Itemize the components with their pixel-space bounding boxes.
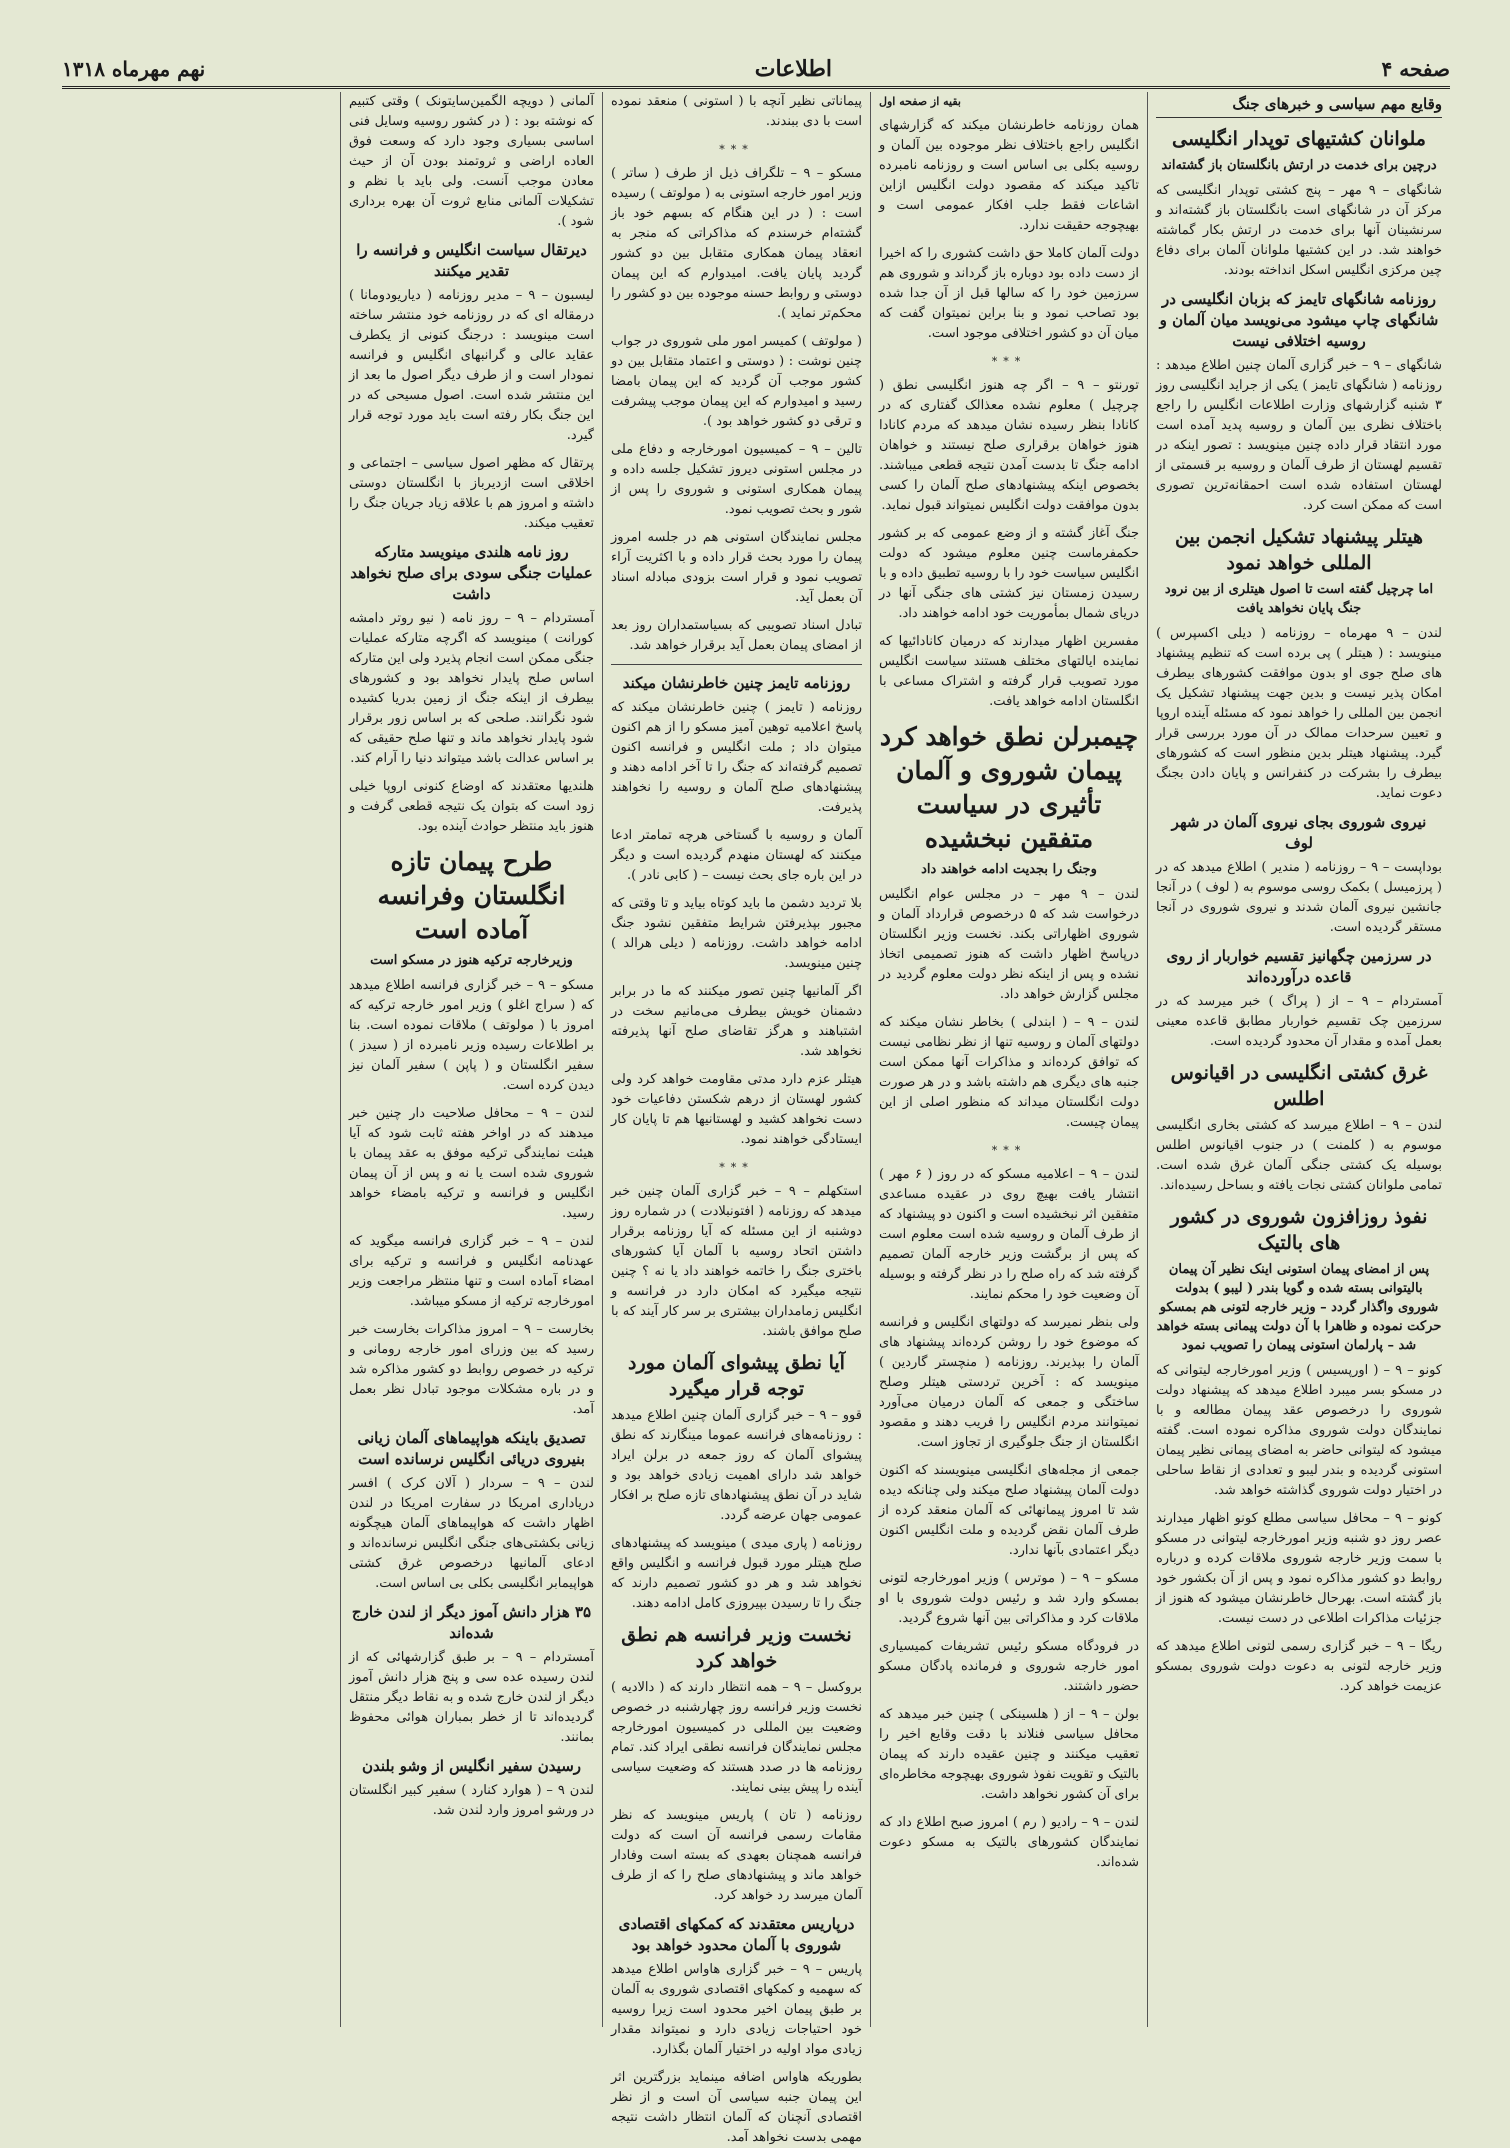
section-title: وقایع مهم سیاسی و خبرهای جنگ (1156, 94, 1442, 118)
headline-shanghai-times: روزنامه شانگهای تایمز که بزبان انگلیسی در شانگهای چاپ میشود می‌نویسد میان آلمان و روسیه اختلافی نیست (1159, 290, 1439, 350)
article-c2-2: دولت آلمان کاملا حق داشت کشوری را که اخیرا از دست داده بود دوباره باز گرداند و شوروی هم سرزمین خود را که سالها قبل از آن جدا شده بود تصاحب نمود و بنا براین نمیتوان گفت که میان آن دو کشور اختلافی موجود است. (879, 246, 1139, 341)
article-c3-1: پیماناتی نظیر آنچه با ( استونی ) منعقد نموده است با دی ببندند. (611, 94, 862, 129)
article-c4-1: آلمانی ( دویچه الگمین‌سایتونک ) وقتی کتبیم که نوشته بود : ( در کشور روسیه وسایل فنی اساسی بسیاری وجود دارد که وسعت فوق العاده اراضی و ثروتمند بودن آن از حیث معادن موجب آنست. ولی باید با نظم و تشکیلات آلمانی منابع ثروت آن بهره برداری شود ). (349, 94, 594, 229)
article-c3-11: هیتلر عزم دارد مدتی مقاومت خواهد کرد ولی کشور لهستان از درهم شکستن دفاعیات خود دست نخواهد کشید و لهستانیها هم تا پایان کار ایستادگی خواهند نمود. (611, 1072, 862, 1147)
article-c4-3: پرتقال که مظهر اصول سیاسی – اجتماعی و اخلاقی است ازدیرباز با انگلستان دوستی داشته و امروز هم با علاقه زیاد جریان جنگ را تعقیب میکند. (349, 456, 594, 531)
headline-chamberlain: چیمبرلن نطق خواهد کرد پیمان شوروی و آلمان تأثیری در سیاست متفقین نبخشیده (879, 722, 1139, 853)
article-hitler-conference: لندن – ۹ مهرماه – روزنامه ( دیلی اکسپرس ) مینویسد : ( هیتلر ) پی برده است که تنظیم پیشنهاد های صلح جوی او بدون موافقت کشورهای بیطرف امکان پذیر نیست و بدین جهت پیشنهاد تشکیل یک انجمن بین المللی را خواهد نمود که مسئله آینده اروپا و تعیین سرحدات ممالک در آن مورد بررسی قرار گیرد. پیشنهاد هیتلر بدین منظور است که کشورهای بیطرف را بشرکت در کنفرانس و پایان دادن بجنگ دعوت نماید. (1156, 626, 1442, 801)
article-c3-9: بلا تردید دشمن ما باید کوتاه بیاید و تا وقتی که مجبور بپذیرفتن شرایط متفقین نشود جنگ ادامه خواهد داشت. روزنامه ( دیلی هرالد ) چنین مینویسد. (611, 896, 862, 971)
article-c3-17: پاریس – ۹ – خبر گزاری هاواس اطلاع میدهد که سهمیه و کمکهای اقتصادی شوروی به آلمان بر طبق پیمان اخیر محدود است زیرا روسیه خود احتیاجات زیادی دارد و نمیتواند مقدار زیادی مواد اولیه در اختیار آلمان بگذارد. (611, 1962, 862, 2057)
separator: *** (719, 1161, 754, 1174)
article-c4-2: لیسبون – ۹ – مدیر روزنامه ( دیاریودومانا ) درمقاله ای که در روزنامه خود منتشر ساخته است مینویسد : درجنگ کنونی از یکطرف عقاید عالی و گرانبهای انگلیس و فرانسه نمودار است و از طرف دیگر اصول ما بعد از این منتشر شده است. اصول مسیحی که در این جنگ بکار رفته است باید مورد توجه قرار گیرد. (349, 288, 594, 443)
column-3 (602, 92, 870, 2145)
article-c3-10: اگر آلمانیها چنین تصور میکنند که ما در برابر دشمنان خویش بیطرف می‌مانیم سخت در اشتباهند و هرگز تقاضای صلح آنها پذیرفته نخواهد شد. (611, 984, 862, 1059)
headline-new-treaty: طرح پیمان تازه انگلستان وفرانسه آماده است (377, 847, 566, 944)
article-c3-6: تبادل اسناد تصویبی که بسیاستمداران روز بعد از امضای پیمان بعمل آید برقرار خواهد شد. (611, 618, 862, 653)
column-2 (870, 92, 1148, 2027)
article-c2-12: در فرودگاه مسکو رئیس تشریفات کمیسیاری امور خارجه شوروی و فرمانده پادگان مسکو حضور داشتند. (879, 1639, 1139, 1694)
headline-envoy: رسیدن سفیر انگلیس از وشو بلندن (361, 1757, 582, 1775)
article-c3-8: آلمان و روسیه با گستاخی هرچه تمامتر ادعا میکنند که لهستان منهدم گردیده است و دیگر در این باره جای بحث نیست – ( کابی نادر ). (611, 828, 862, 883)
headline-times-remarks: روزنامه تایمز چنین خاطرنشان میکند (622, 674, 851, 692)
article-c4-9: بخارست – ۹ – امروز مذاکرات بخارست خبر رسید که بین وزرای امور خارجه رومانی و ترکیه در خصوص روابط دو کشور مذاکره شد و در باره مشکلات موجود تبادل نظر بعمل آمد. (349, 1322, 595, 1417)
article-c2-9: ولی بنظر نمیرسد که دولتهای انگلیس و فرانسه که موضوع خود را روشن کرده‌اند پیشنهاد های آلمان را بپذیرند. روزنامه ( منچستر گاردین ) مینویسد که : آخرین تردستی هیتلر وصلح ساختگی و جمعی که آلمان درمیان می‌آورد نمیتوانند مردم انگلیس را فریب دهند و مقصود انگلستان از جنگ جلوگیری از تجاوز است. (879, 1315, 1139, 1450)
masthead (62, 52, 1450, 89)
headline-soviet-troops: نیروی شوروی بجای نیروی آلمان در شهر لوف (1171, 813, 1427, 852)
article-czech-rations: آمستردام – ۹ – از ( پراگ ) خبر میرسد که در سرزمین چک تقسیم خواربار مطابق قاعده معینی بعمل آمده و مقدار آن محدود گردیده است. (1156, 994, 1442, 1049)
article-baltic-3: ریگا – ۹ – خبر گزاری رسمی لتونی اطلاع میدهد که وزیر خارجه لتونی به دعوت دولت شوروی بمسکو عزیمت خواهد کرد. (1156, 1639, 1442, 1694)
headline-hitler-conference: هیتلر پیشنهاد تشکیل انجمن بین المللی خواهد نمود (1174, 526, 1424, 574)
article-ship-sunk: لندن – ۹ – اطلاع میرسد که کشتی بخاری انگلیسی موسوم به ( کلمنت ) در جنوب اقیانوس اطلس بوسیله یک کشتی جنگی آلمان غرق شده است. تمامی ملوانان کشتی نجات یافته و بساحل رسیده‌اند. (1156, 1118, 1442, 1193)
article-baltic-1: کونو – ۹ – ( اورپسیس ) وزیر امورخارجه لیتوانی که در مسکو بسر میبرد اطلاع میدهد که پیشنهاد دولت شوروی را درخصوص عقد پیمان مطالعه و با نمایندگان دولت شوروی مذاکره نموده است. گفته میشود که لیتوانی حاضر به امضای پیمانی نظیر پیمان استونی گردیده و بندر لیبو و تعدادی از نقاط ساحلی در اختیار دولت شوروی گذاشته خواهد شد. (1156, 1363, 1442, 1498)
article-c4-5: هلندیها معتقدند که اوضاع کنونی اروپا خیلی زود است که بتوان یک نتیجه قطعی گرفت و هنوز باید منتظر حوادث آینده بود. (349, 779, 594, 834)
article-c3-5: مجلس نمایندگان استونی هم در جلسه امروز پیمان را مورد بحث قرار داده و با اکثریت آراء تصویب نمود و قرار است بزودی مبادله اسناد آن بعمل آید. (611, 530, 862, 605)
headline-economic-aid: درپاریس معتقدند که کمکهای اقتصادی شوروی با آلمان محدود خواهد بود (618, 1915, 855, 1954)
article-c2-5: مفسرین اظهار میدارند که درمیان کانادائیها که نماینده ایالتهای مختلف هستند سیاست انگلیس مورد تصویب قرار گرفته و اشتراک مساعی با انگلستان ادامه خواهد یافت. (879, 634, 1139, 709)
article-c2-4: جنگ آغاز گشته و از وضع عمومی که بر کشور حکمفرماست چنین معلوم میشود که دولت انگلیس سیاست خود را با روسیه تطبیق داده و با رسیدن زمستان نیز کشتی های جنگی آنها در دریای شمال بمأموریت خود ادامه خواهند داد. (878, 526, 1139, 621)
headline-leader-speech: آیا نطق پیشوای آلمان مورد توجه قرار میگیرد (628, 1352, 845, 1400)
article-c4-8: لندن – ۹ – خبر گزاری فرانسه میگوید که عهدنامه انگلیس و فرانسه و ترکیه برای امضاء آماده است و تنها منتظر مراجعت وزیر امورخارجه ترکیه از مسکو میباشد. (349, 1234, 594, 1309)
article-c3-16: روزنامه ( تان ) پاریس مینویسد که نظر مقامات رسمی فرانسه آن است که دولت فرانسه همچنان بعهدی که بسته است وفادار خواهد ماند و پیشنهادهای صلح را که از طرف آلمان میرسد رد خواهد کرد. (611, 1808, 862, 1903)
separator: *** (719, 143, 754, 156)
article-c2-6: لندن – ۹ مهر – در مجلس عوام انگلیس درخواست شد که ۵ درخصوص قرارداد آلمان و شوروی اظهاراتی بکند. نخست وزیر انگلستان درپاسخ اظهار داشت که هنوز تصمیمی اتخاذ نشده و پس از اینکه نظر دولت معلوم گردید در مجلس گزارش خواهد داد. (879, 887, 1139, 1002)
article-c3-7: روزنامه ( تایمز ) چنین خاطرنشان میکند که پاسخ اعلامیه توهین آمیز مسکو را از هم اکنون میتوان داد ; ملت انگلیس و فرانسه اکنون تصمیم گرفته‌اند که جنگ را تا آخر ادامه دهند و پیشنهادهای صلح آلمان و روسیه را نخواهند پذیرفت. (611, 700, 862, 815)
article-c2-8: لندن – ۹ – اعلامیه مسکو که در روز ( ۶ مهر ) انتشار یافت بهیچ روی در عقیده مساعدی متفقین اثر نبخشیده است و اکنون دو پیشنهاد که از طرف آلمان و روسیه شده است معلوم است که پس از برگشت وزیر خارجه آلمان تصمیم گرفته شد که راه صلح را در نظر گرفته و بوسیله آن وضعیت خود را محکم نمایند. (879, 1167, 1139, 1302)
article-c2-10: جمعی از مجله‌های انگلیسی مینویسند که اکنون دولت آلمان پیشنهاد صلح میکند ولی چنانکه دیده شد تا امروز پیمانهائی که آلمان منعقد کرده از طرف آلمان نقض گردیده و ملت انگلیس اکنون دیگر اعتمادی بآنها ندارد. (879, 1463, 1139, 1558)
article-c2-11: مسکو – ۹ – ( موترس ) وزیر امورخارجه لتونی بمسکو وارد شد و رئیس دولت شوروی با او ملاقات کرد و مذاکراتی بین آنها شروع گردید. (879, 1571, 1139, 1626)
article-c3-4: تالین – ۹ – کمیسیون امورخارجه و دفاع ملی در مجلس استونی دیروز تشکیل جلسه داده و پیمان همکاری استونی و شوروی را پس از شور و بحث تصویب نمود. (611, 442, 863, 517)
article-c2-1: همان روزنامه خاطرنشان میکند که گزارشهای انگلیس راجع باختلاف نظر موجوده بین آلمان و روسیه بکلی بی اساس است و روزنامه نامبرده تاکید میکند که مقصود دولت انگلیس ازاین اشاعات فقط جلب افکار عمومی است و بهیچوجه حقیقت ندارد. (879, 118, 1139, 233)
article-c2-14: لندن – ۹ – رادیو ( رم ) امروز صبح اطلاع داد که نمایندگان کشورهای بالتیک به مسکو دعوت شده‌اند. (879, 1815, 1139, 1870)
article-c3-13: قوو – ۹ – خبر گزاری آلمان چنین اطلاع میدهد : روزنامه‌های فرانسه عموما مینگارند که نطق پیشوای آلمان که روز جمعه در برلن ایراد خواهد شد دارای اهمیت زیادی خواهد بود و شاید در آن نطق پیشنهادهای تازه صلح بر افکار عمومی جهان عرضه گردد. (611, 1408, 862, 1523)
subhead-sailors: درچین برای خدمت در ارتش بانگلستان باز گشته‌اند (1161, 158, 1437, 173)
article-c3-14: روزنامه ( پاری میدی ) مینویسد که پیشنهادهای صلح هیتلر مورد قبول فرانسه و انگلیس واقع نخواهد شد و هر دو کشور تصمیم دارند که جنگ را تا رسیدن بپیروزی کامل ادامه دهند. (611, 1536, 862, 1611)
page-number: صفحه ۴ (1381, 57, 1450, 81)
headline-dutch-paper: روز نامه هلندی مینویسد متارکه عملیات جنگی سودی برای صلح نخواهد داشت (350, 543, 593, 603)
headline-portugal: دیرتقال سیاست انگلیس و فرانسه را تقدیر میکنند (356, 241, 587, 280)
article-c3-18: بطوریکه هاواس اضافه مینماید بزرگترین اثر این پیمان جنبه سیاسی آن است و از نظر اقتصادی آنچنان که آلمان انتظار داشت نتیجه مهمی بدست نخواهد آمد. (611, 2070, 862, 2145)
article-c4-7: لندن – ۹ – محافل صلاحیت دار چنین خبر میدهند که در اواخر هفته ثابت شود که آیا هیئت نمایندگی ترکیه موفق به عقد پیمان با شوروی شده است یا نه و پس از آن پیمان انگلیس و فرانسه و ترکیه بامضاء خواهد رسید. (349, 1106, 594, 1221)
article-c4-11: آمستردام – ۹ – بر طبق گزارشهائی که از لندن رسیده عده سی و پنج هزار دانش آموز دیگر از لندن خارج شده و به نقاط دیگر منتقل گردیده‌اند تا از خطر بمباران هوائی محفوظ بمانند. (349, 1650, 595, 1745)
headline-french-pm: نخست وزیر فرانسه هم نطق خواهد کرد (621, 1624, 852, 1672)
article-c3-12: استکهلم – ۹ – خبر گزاری آلمان چنین خبر میدهد که روزنامه ( افتونبلادت ) در شماره روز دوشنبه از این مسئله که آیا روزنامه برقرار داشتن اتحاد روسیه با آلمان آیا کشورهای باختری جنگ را خاتمه خواهند داد یا نه ؟ چنین نتیجه میگیرد که امکان دارد در فرانسه و انگلیس زمامداران بیشتری بر سر کار آیند که با صلح موافق باشند. (611, 1184, 862, 1339)
subhead-new-treaty: وزیرخارجه ترکیه هنوز در مسکو است (370, 953, 573, 968)
separator: *** (991, 1144, 1027, 1157)
article-soviet-troops: بوداپست – ۹ – روزنامه ( مندیر ) اطلاع میدهد که در ( پرزمیسل ) بکمک روسی موسوم به ( لوف ) در آنجا جانشین نیروی آلمان شدند و نیروی شوروی در آنجا مستقر گردیده است. (1156, 860, 1442, 935)
article-c2-13: بولن – ۹ – از ( هلسینکی ) چنین خبر میدهد که محافل سیاسی فنلاند با دقت وقایع اخیر را تعقیب میکنند و چنین عقیده دارند که پیمان بالتیک و تقویت نفوذ شوروی بهیچوجه مخاطره‌ای برای آن کشور نخواهد داشت. (879, 1707, 1139, 1802)
headline-czech-rations: در سرزمین چگهانیز تقسیم خواربار از روی قاعده درآورده‌اند (1166, 947, 1432, 986)
headline-baltic: نفوذ روزافزون شوروی در کشور های بالتیک (1170, 1206, 1428, 1254)
article-c3-3: ( مولوتف ) کمیسر امور ملی شوروی در جواب چنین نوشت : ( دوستی و اعتماد متقابل بین دو کشور موجب آن گردید که این پیمان بامضا رسید و امیدوارم که این پیمان موجب پیشرفت و ترقی دو کشور خواهد بود ). (611, 334, 862, 429)
headline-german-planes: تصدیق باینکه هواپیماهای آلمان زیانی بنیروی دریائی انگلیس نرسانده است (357, 1429, 586, 1468)
article-c3-15: بروکسل – ۹ – همه انتظار دارند که ( دالادیه ) نخست وزیر فرانسه روز چهارشنبه در خصوص وضعیت بین المللی در کمیسیون امورخارجه مجلس نمایندگان فرانسه نطقی ایراد کند. تمام روزنامه ها در صدد هستند که وضعیت سیاسی آینده را پیش بینی نمایند. (611, 1680, 862, 1795)
article-sailors: شانگهای – ۹ مهر – پنج کشتی توپدار انگلیسی که مرکز آن در شانگهای است بانگلستان باز گشته‌اند و سرنشینان آنها برای خدمت در ارتش بکار گماشته خواهند شد. در این کشتیها ملوانان آلمان برای دفاع چین مرکزی انگلیس اسکل انداخته بودند. (1156, 183, 1442, 278)
headline-sailors: ملوانان کشتیهای توپدار انگلیسی (1171, 128, 1426, 150)
headline-ship-sunk: غرق کشتی انگلیسی در اقیانوس اطلس (1170, 1062, 1428, 1110)
subhead-baltic: پس از امضای پیمان استونی اینک نظیر آن پیمان بالیتوانی بسته شده و گویا بندر ( لیبو ) بدولت شوروی واگذار گردد – وزیر خارجه لتونی هم بمسکو حرکت نموده و ظاهرا با آن دولت پیمانی بسته خواهد شد – پارلمان استونی پیمان را تصویب نمود (1156, 1262, 1442, 1353)
headline-students: ۳۵ هزار دانش آموز دیگر از لندن خارج شده‌اند (351, 1603, 592, 1642)
article-c2-7: لندن – ۹ – ( ابندلی ) بخاطر نشان میکند که دولتهای آلمان و روسیه تنها از نظر نظامی نیست که توافق کرده‌اند و مذاکرات آنها ممکن است جنبه های دیگری هم داشته باشد و در هر صورت دولت انگلستان میداند که منظور اصلی از این پیمان چیست. (879, 1015, 1139, 1130)
article-c4-12: لندن ۹ – ( هوارد کنارد ) سفیر کبیر انگلستان در ورشو امروز وارد لندن شد. (349, 1783, 594, 1818)
issue-date: نهم مهرماه ۱۳۱۸ (62, 57, 206, 81)
subhead-chamberlain: وجنگ را بجدیت ادامه خواهند داد (921, 862, 1097, 877)
newspaper-title: اطلاعات (754, 56, 833, 82)
column-1 (1148, 92, 1450, 2027)
article-baltic-2: کونو – ۹ – محافل سیاسی مطلع کونو اظهار میدارند عصر روز دو شنبه وزیر امورخارجه لیتوانی در مسکو با سمت وزیر خارجه شوروی ملاقات کرده و درباره روابط دو کشور مذاکره نمود و پس از آن بکشور خود باز گشته است. بهرحال خاطرنشان میشود که هنوز از جزئیات مذاکرات اطلاعی در دست نیست. (1156, 1511, 1442, 1626)
article-c4-4: آمستردام – ۹ – روز نامه ( نیو روتر دامشه کورانت ) مینویسد که اگرچه متارکه عملیات جنگی ممکن است انجام پذیرد ولی این متارکه اساس صلح پایدار نخواهد بود و کشورهای بیطرف از اینکه جنگ از زمین بدریا کشیده شود نگرانند. صلحی که بر اساس زور برقرار شود پایدار نخواهد ماند و تنها صلح حقیقی که بر اساس عدالت باشد میتواند دنیا را آرام کند. (349, 611, 594, 766)
article-c3-2: مسکو – ۹ – تلگراف ذیل از طرف ( ساتر ) وزیر امور خارجه استونی به ( مولوتف ) رسیده است : ( در این هنگام که بسهم خود باز گشته‌ام خرسندم که مذاکراتی که منجر به انعقاد پیمان همکاری متقابل بین دو کشور گردید پایان یافت. امیدوارم که این پیمان دوستی و روابط حسنه موجوده بین دو کشور را محکم‌تر نماید ). (611, 166, 862, 321)
column-4 (340, 92, 602, 2027)
article-c2-3: تورنتو – ۹ – اگر چه هنوز انگلیسی نطق ( چرچیل ) معلوم نشده معذالک گفتاری که در کانادا بنظر رسیده نشان میدهد که مردم کانادا هنوز خواهان برقراری صلح نیستند و خواهان ادامه جنگ تا بدست آمدن نتیجه قطعی میباشند. بخصوص اینکه پیشنهادهای صلح آلمان را کسی بدون موافقت دولت انگلیس نمیتواند قبول نماید. (879, 378, 1139, 513)
article-c4-6: مسکو – ۹ – خبر گزاری فرانسه اطلاع میدهد که ( سراج اغلو ) وزیر امور خارجه ترکیه که امروز با ( مولوتف ) ملاقات نموده است. بنا بر اطلاعات رسیده وزیر نامبرده از ( سیدز ) سفیر انگلستان و ( پاپن ) سفیر آلمان نیز دیدن کرده است. (349, 978, 594, 1093)
subhead-hitler-conference: اما چرچیل گفته است تا اصول هیتلری از بین نرود جنگ پایان نخواهد یافت (1164, 582, 1434, 616)
separator: *** (991, 355, 1027, 368)
article-shanghai-times: شانگهای – ۹ – خبر گزاری آلمان چنین اطلاع میدهد : روزنامه ( شانگهای تایمز ) یکی از جراید انگلیسی روز ۳ شنبه گزارشهای وزارت اطلاعات انگلیس را راجع باختلاف نظری بین آلمان و روسیه پدید آمده است مورد انتقاد قرار داده چنین مینویسد : تصور اینکه در تقسیم لهستان از طرف آلمان و روسیه بر قسمتی از لهستان استفاده شده است احمقانه‌ترین تصوری است که ممکن است کرد. (1156, 358, 1443, 513)
divider (611, 664, 862, 665)
article-c4-10: لندن – ۹ – سردار ( آلان کرک ) افسر دریاداری امریکا در سفارت امریکا در لندن اظهار داشت که هواپیماهای آلمان هیچگونه زیانی بکشتی‌های جنگی انگلیس نرسانده‌اند و ادعای آلمانیها درخصوص غرق کشتی هواپیمابر انگلیسی بکلی بی اساس است. (349, 1476, 594, 1591)
continuation-label: بقیه از صفحه اول (879, 95, 961, 108)
